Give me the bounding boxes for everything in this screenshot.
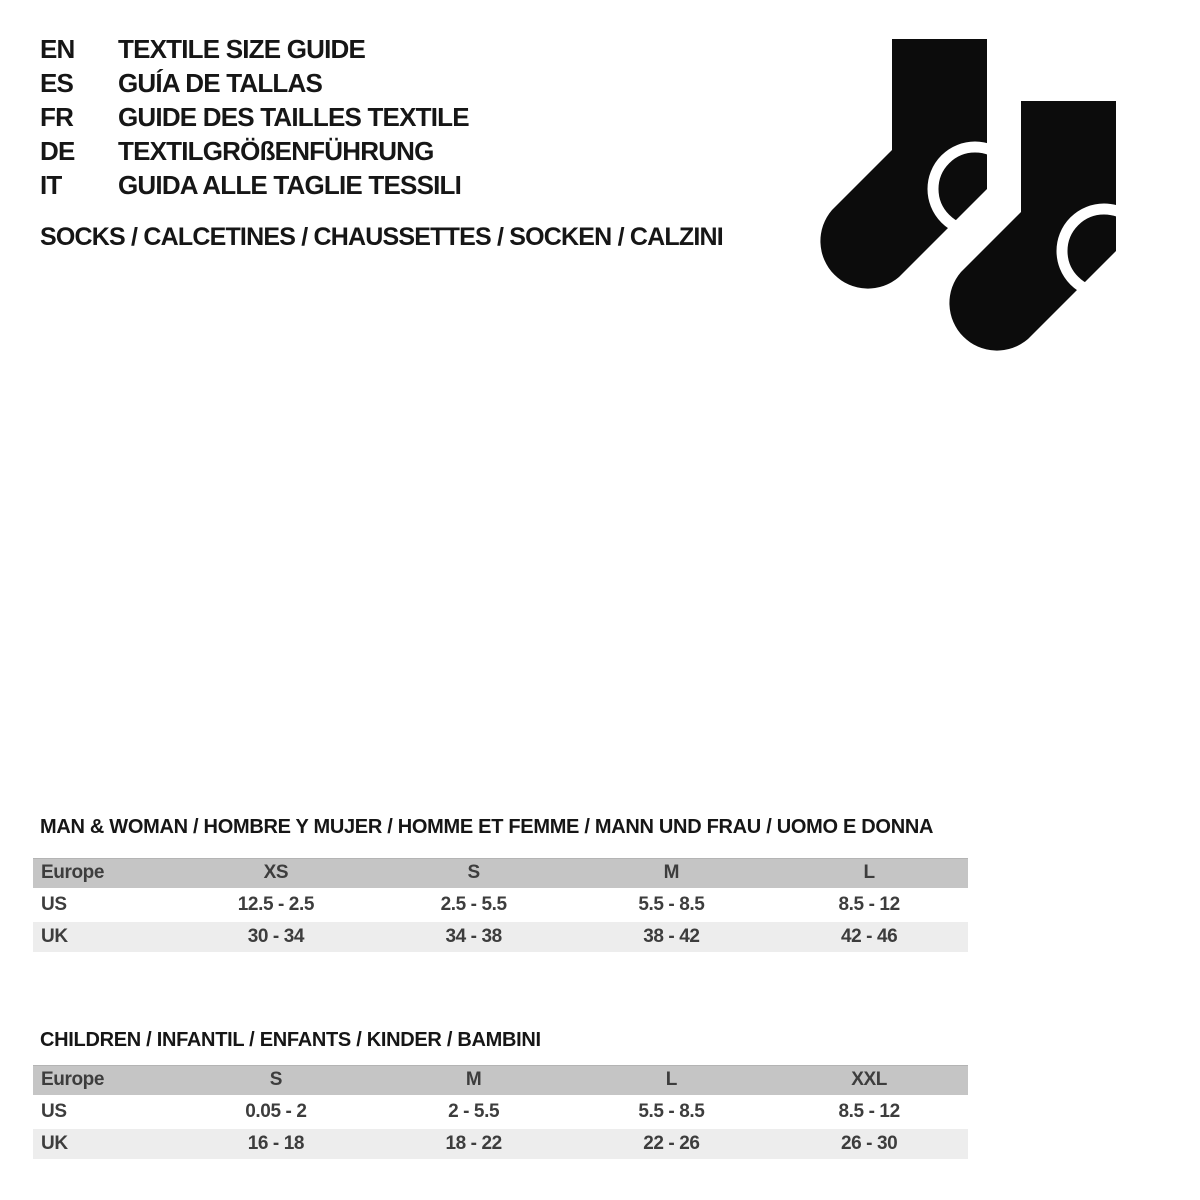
table-title: MAN & WOMAN / HOMBRE Y MUJER / HOMME ET FEMME / MANN UND FRAU / UOMO E DONNA xyxy=(40,816,934,838)
language-title: GUIDE DES TAILLES TEXTILE xyxy=(118,102,469,132)
language-row-it xyxy=(40,168,469,202)
header-cell-size: XS xyxy=(263,862,289,883)
size-range-cell: 38 - 42 xyxy=(643,926,700,947)
table-row-us xyxy=(33,890,968,920)
header-cell-region: Europe xyxy=(41,862,105,883)
size-table-adults xyxy=(33,815,968,954)
size-table-children xyxy=(33,1028,968,1161)
row-label: US xyxy=(41,894,67,915)
language-list xyxy=(40,32,469,202)
table-row-uk xyxy=(33,1129,968,1159)
language-code: IT xyxy=(40,170,62,200)
language-title: GUÍA DE TALLAS xyxy=(118,68,323,98)
socks-icon xyxy=(817,39,1117,355)
language-row-fr xyxy=(40,100,469,134)
language-title: GUIDA ALLE TAGLIE TESSILI xyxy=(118,170,462,200)
header-cell-size: M xyxy=(465,1069,482,1090)
language-row-de xyxy=(40,134,469,168)
language-row-en xyxy=(40,32,469,66)
size-range-cell: 30 - 34 xyxy=(247,926,305,947)
size-range-cell: 42 - 46 xyxy=(840,926,898,947)
table-row-us xyxy=(33,1097,968,1127)
size-range-cell: 16 - 18 xyxy=(247,1133,305,1154)
size-range-cell: 8.5 - 12 xyxy=(838,1101,900,1122)
row-label: UK xyxy=(41,926,68,947)
header-cell-size: M xyxy=(663,862,680,883)
language-code: FR xyxy=(40,102,74,132)
category-line: SOCKS / CALCETINES / CHAUSSETTES / SOCKEN / CALZINI xyxy=(40,223,723,251)
header-cell-size: S xyxy=(269,1069,283,1090)
table-header-row xyxy=(33,1065,968,1095)
language-title: TEXTILE SIZE GUIDE xyxy=(118,34,366,64)
table-row-uk xyxy=(33,922,968,952)
language-row-es xyxy=(40,66,469,100)
size-range-cell: 22 - 26 xyxy=(643,1133,700,1154)
header-cell-size: L xyxy=(863,862,875,883)
header-cell-region: Europe xyxy=(41,1069,105,1090)
size-range-cell: 18 - 22 xyxy=(445,1133,502,1154)
row-label: UK xyxy=(41,1133,68,1154)
header-cell-size: S xyxy=(467,862,480,883)
size-range-cell: 26 - 30 xyxy=(840,1133,898,1154)
size-range-cell: 8.5 - 12 xyxy=(838,894,900,915)
size-range-cell: 2.5 - 5.5 xyxy=(440,894,507,915)
language-code: EN xyxy=(40,34,75,64)
size-range-cell: 5.5 - 8.5 xyxy=(638,894,705,915)
language-title: TEXTILGRÖßENFÜHRUNG xyxy=(118,136,434,166)
language-code: ES xyxy=(40,68,74,98)
header-cell-size: XXL xyxy=(851,1069,887,1090)
table-title: CHILDREN / INFANTIL / ENFANTS / KINDER / BAMBINI xyxy=(40,1029,541,1051)
table-header-row xyxy=(33,858,968,888)
row-label: US xyxy=(41,1101,67,1122)
size-range-cell: 0.05 - 2 xyxy=(245,1101,307,1122)
size-range-cell: 2 - 5.5 xyxy=(448,1101,500,1122)
language-code: DE xyxy=(40,136,75,166)
size-range-cell: 12.5 - 2.5 xyxy=(237,894,315,915)
size-range-cell: 5.5 - 8.5 xyxy=(638,1101,705,1122)
size-range-cell: 34 - 38 xyxy=(445,926,502,947)
header-cell-size: L xyxy=(665,1069,677,1090)
